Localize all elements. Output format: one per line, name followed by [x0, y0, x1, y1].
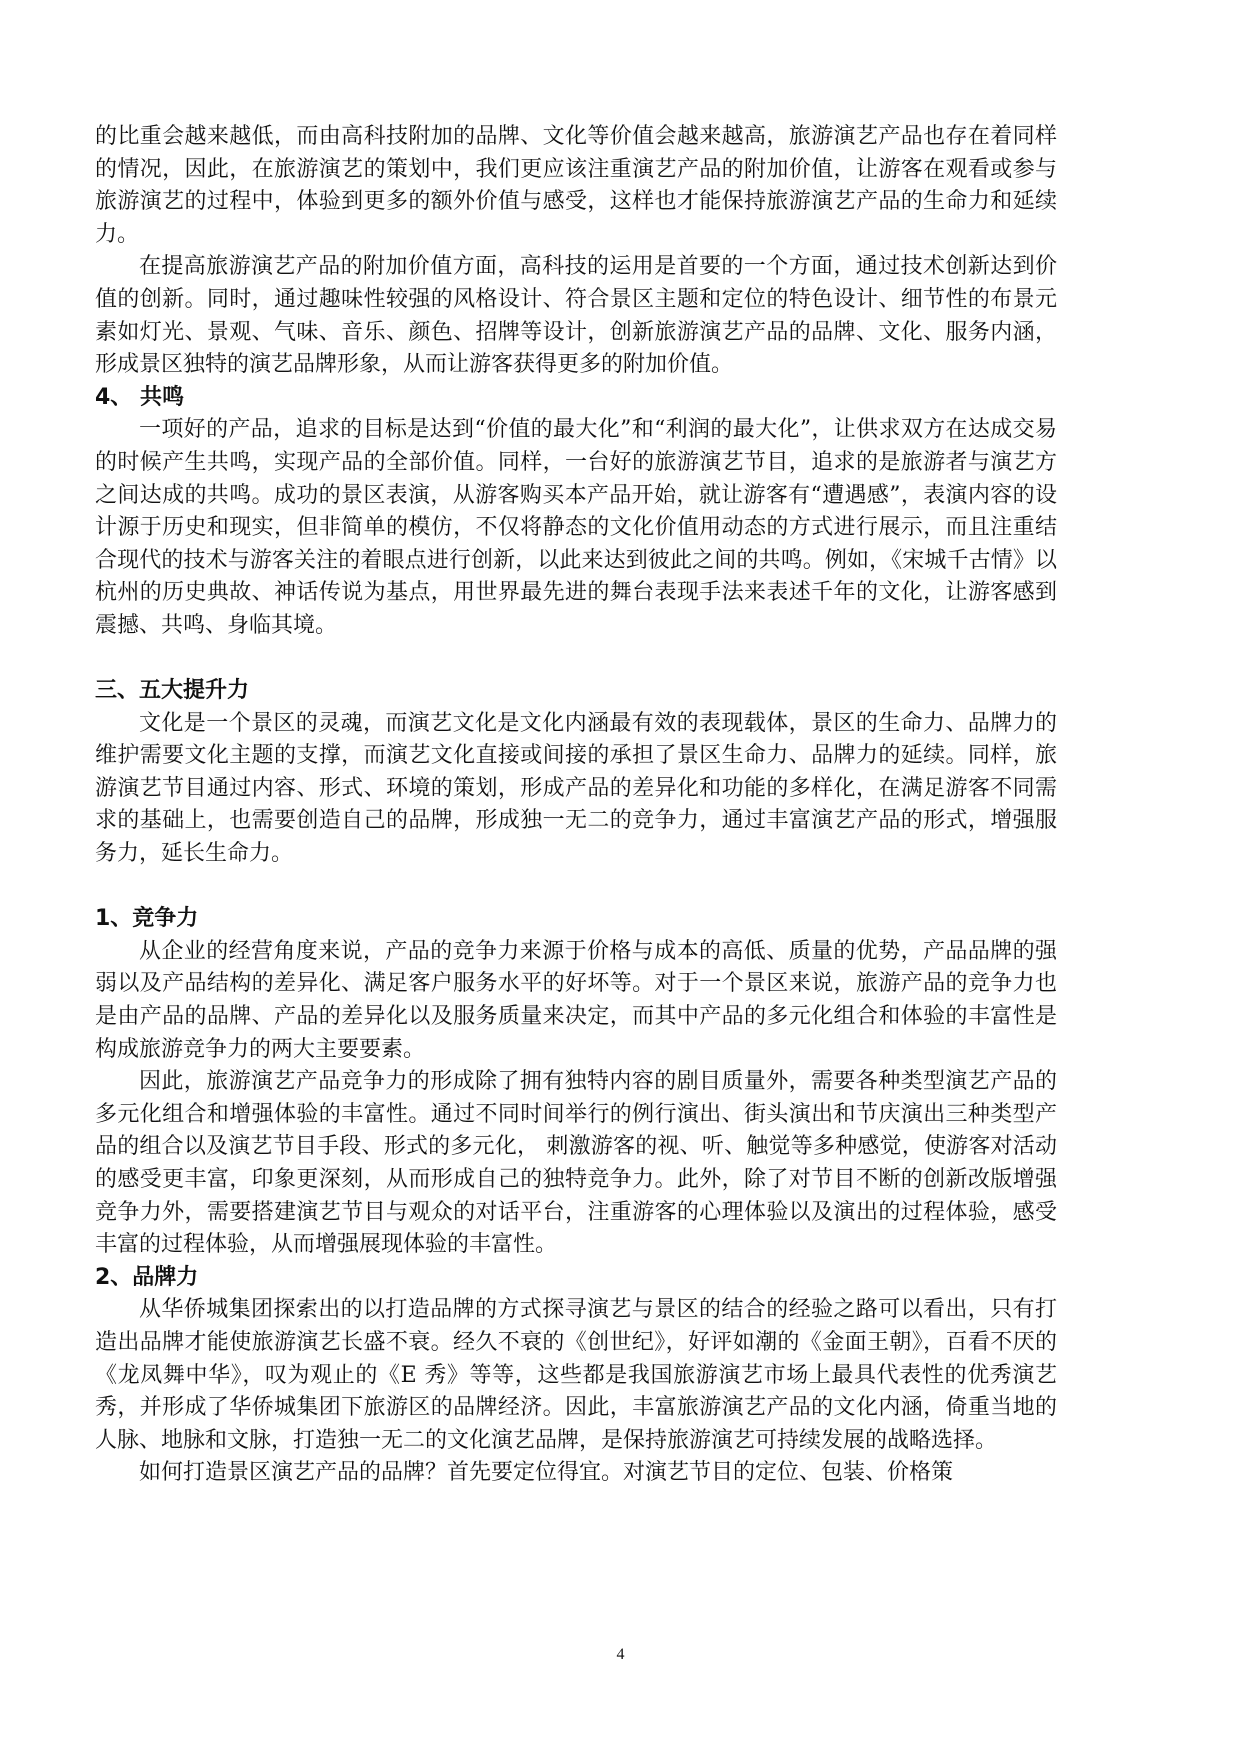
paragraph-8: 如何打造景区演艺产品的品牌？首先要定位得宜。对演艺节目的定位、包装、价格策 [139, 1460, 954, 1486]
heading-brand-power: 2、品牌力 [95, 1264, 199, 1290]
paragraph-3: 一项好的产品，追求的目标是达到“价值的最大化”和“利润的最大化”，让供求双方在达成交易的时候产生共鸣，实现产品的全部价值。同样，一台好的旅游演艺节目，追求的是旅游者与演艺方之间达成的共鸣。成功的景区表演，从游客购买本产品开始，就让游客有“遭遇感”，表演内容的设计源于历史和现实，但非简单的模仿，不仅将静态的文化价值用动态的方式进行展示，而且注重结合现代的技术与游客关注的着眼点进行创新，以此来达到彼此之间的共鸣。例如，《宋城千古情》以杭州的历史典故、神话传说为基点，用世界最先进的舞台表现手法来表述千年的文化，让游客感到震撼、共鸣、身临其境。 [95, 417, 1057, 638]
paragraph-4: 文化是一个景区的灵魂，而演艺文化是文化内涵最有效的表现载体，景区的生命力、品牌力的维护需要文化主题的支撑，而演艺文化直接或间接的承担了景区生命力、品牌力的延续。同样，旅游演艺节目通过内容、形式、环境的策划，形成产品的差异化和功能的多样化，在满足游客不同需求的基础上，也需要创造自己的品牌，形成独一无二的竞争力，通过丰富演艺产品的形式，增强服务力，延长生命力。 [95, 710, 1057, 867]
paragraph-1: 的比重会越来越低，而由高科技附加的品牌、文化等价值会越来越高，旅游演艺产品也存在着同样的情况，因此，在旅游演艺的策划中，我们更应该注重演艺产品的附加价值，让游客在观看或参与旅游演艺的过程中，体验到更多的额外价值与感受，这样也才能保持旅游演艺产品的生命力和延续力。 [95, 124, 1057, 247]
paragraph-6: 因此，旅游演艺产品竞争力的形成除了拥有独特内容的剧目质量外，需要各种类型演艺产品的多元化组合和增强体验的丰富性。通过不同时间举行的例行演出、街头演出和节庆演出三种类型产品的组合以及演艺节目手段、形式的多元化， 刺激游客的视、听、触觉等多种感觉，使游客对活动的感受更丰富，印象更深刻，从而形成自己的独特竞争力。此外，除了对节目不断的创新改版增强竞争力外，需要搭建演艺节目与观众的对话平台，注重游客的心理体验以及演出的过程体验，感受丰富的过程体验，从而增强展现体验的丰富性。 [95, 1069, 1057, 1258]
heading-resonance: 4、 共鸣 [95, 384, 184, 410]
heading-competitiveness: 1、竞争力 [95, 906, 199, 932]
blank-line [95, 643, 1057, 676]
paragraph-5: 从企业的经营角度来说，产品的竞争力来源于价格与成本的高低、质量的优势，产品品牌的强弱以及产品结构的差异化、满足客户服务水平的好坏等。对于一个景区来说，旅游产品的竞争力也是由产品的品牌、产品的差异化以及服务质量来决定，而其中产品的多元化组合和体验的丰富性是构成旅游竞争力的两大主要要素。 [95, 938, 1057, 1062]
blank-line [95, 871, 1057, 904]
page-body [95, 121, 1057, 1490]
page-number: 4 [616, 1646, 625, 1663]
heading-five-forces: 三、五大提升力 [95, 678, 250, 704]
paragraph-2: 在提高旅游演艺产品的附加价值方面，高科技的运用是首要的一个方面，通过技术创新达到价值的创新。同时，通过趣味性较强的风格设计、符合景区主题和定位的特色设计、细节性的布景元素如灯光、景观、气味、音乐、颜色、招牌等设计，创新旅游演艺产品的品牌、文化、服务内涵，形成景区独特的演艺品牌形象，从而让游客获得更多的附加价值。 [95, 254, 1057, 378]
paragraph-7: 从华侨城集团探索出的以打造品牌的方式探寻演艺与景区的结合的经验之路可以看出，只有打造出品牌才能使旅游演艺长盛不衰。经久不衰的《创世纪》，好评如潮的《金面王朝》，百看不厌的《龙凤舞中华》，叹为观止的《E 秀》等等，这些都是我国旅游演艺市场上最具代表性的优秀演艺秀，并形成了华侨城集团下旅游区的品牌经济。因此，丰富旅游演艺产品的文化内涵，倚重当地的人脉、地脉和文脉，打造独一无二的文化演艺品牌，是保持旅游演艺可持续发展的战略选择。 [95, 1297, 1057, 1453]
